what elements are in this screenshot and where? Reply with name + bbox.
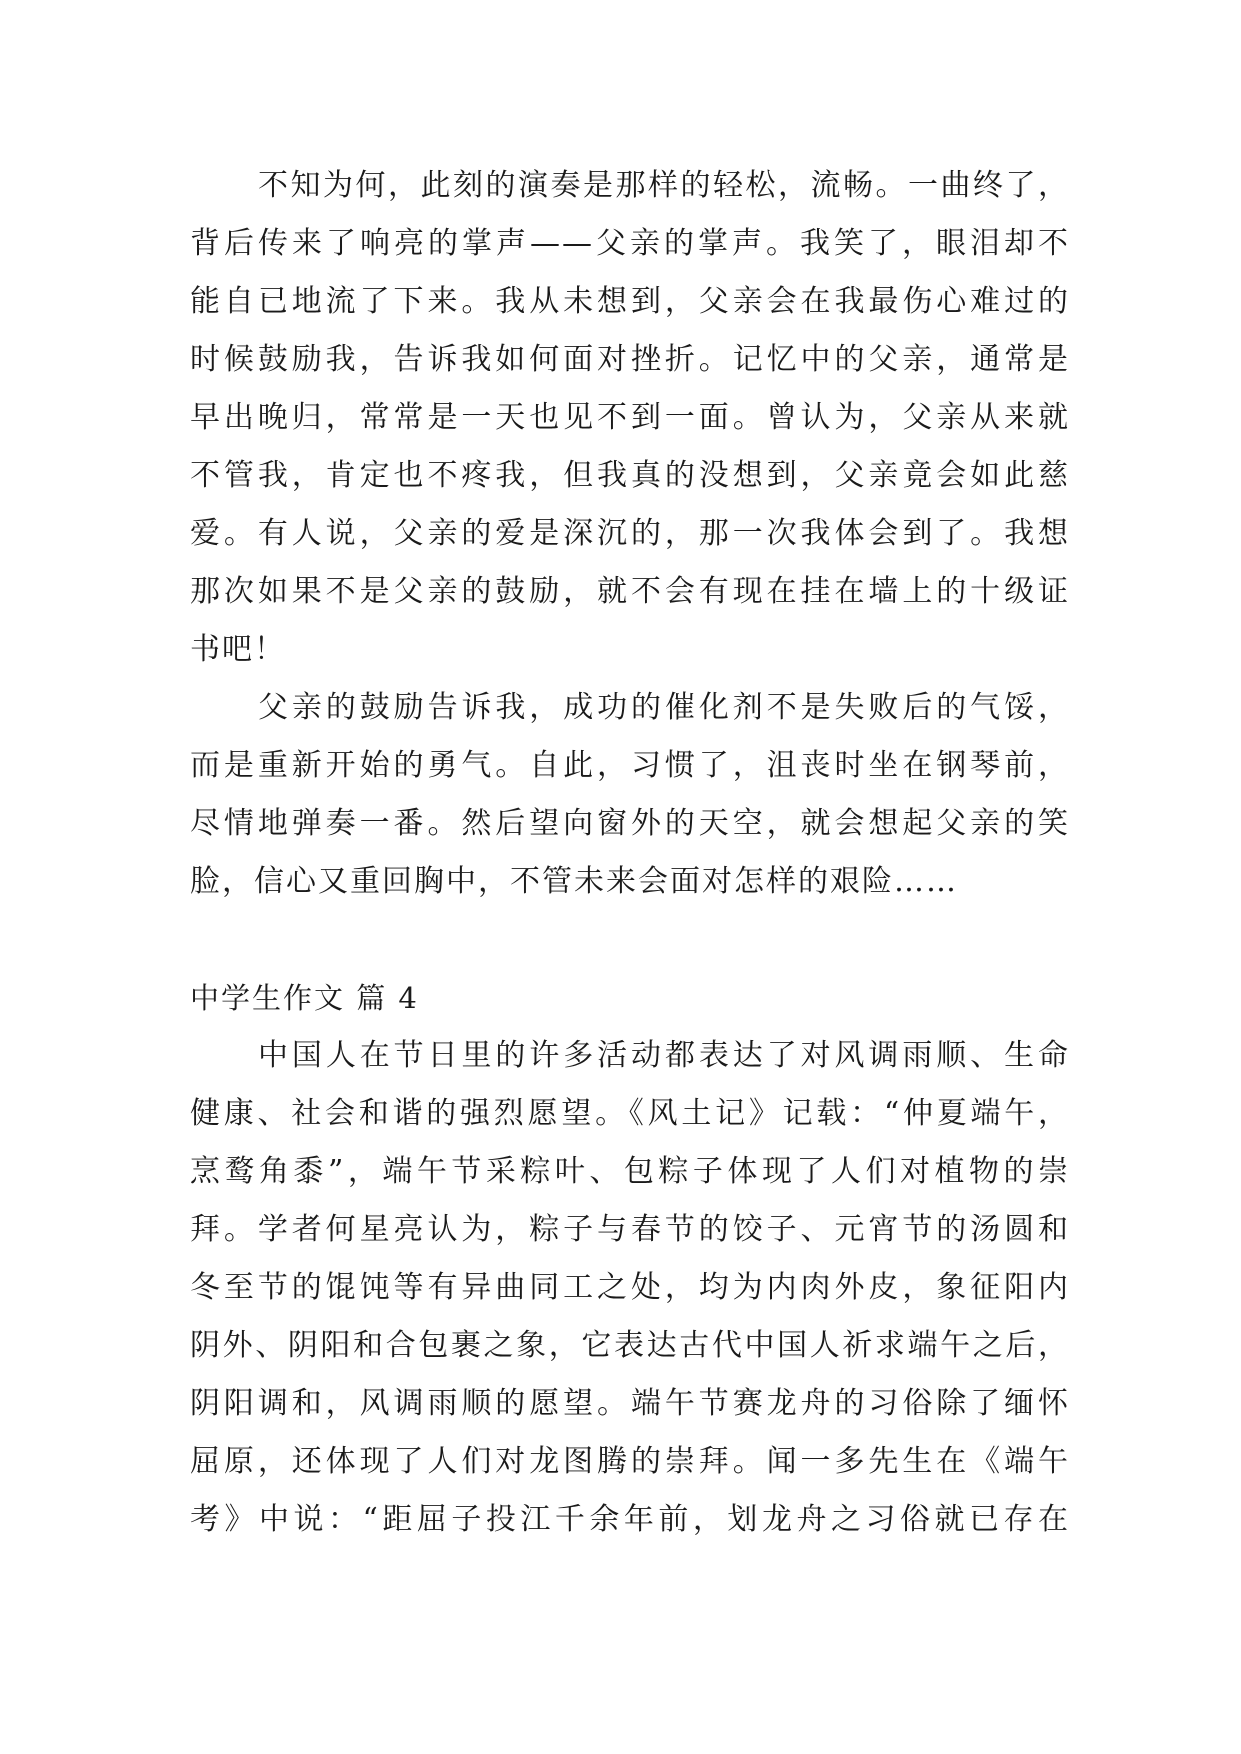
paragraph-line: 而是重新开始的勇气。自此，习惯了，沮丧时坐在钢琴前，	[190, 748, 1070, 783]
paragraph-line: 屈原，还体现了人们对龙图腾的崇拜。闻一多先生在《端午	[190, 1444, 1070, 1479]
paragraph-line: 考》中说：“距屈子投江千余年前，划龙舟之习俗就已存在	[190, 1502, 1070, 1537]
paragraph-line: 健康、社会和谐的强烈愿望。《风土记》记载：“仲夏端午，	[190, 1096, 1070, 1131]
paragraph-line: 烹鹜角黍”，端午节采粽叶、包粽子体现了人们对植物的崇	[190, 1154, 1070, 1189]
paragraph-line: 能自已地流了下来。我从未想到，父亲会在我最伤心难过的	[190, 284, 1070, 319]
paragraph-line: 冬至节的馄饨等有异曲同工之处，均为内肉外皮，象征阳内	[190, 1270, 1070, 1305]
paragraph-line: 书吧！	[190, 632, 286, 667]
paragraph-line: 阴外、阴阳和合包裹之象，它表达古代中国人祈求端午之后，	[190, 1328, 1070, 1363]
paragraph-line: 不知为何，此刻的演奏是那样的轻松，流畅。一曲终了，	[258, 168, 1070, 203]
paragraph-line: 时候鼓励我，告诉我如何面对挫折。记忆中的父亲，通常是	[190, 342, 1070, 377]
paragraph-line: 背后传来了响亮的掌声——父亲的掌声。我笑了，眼泪却不	[190, 226, 1070, 261]
paragraph-line: 中国人在节日里的许多活动都表达了对风调雨顺、生命	[258, 1038, 1070, 1073]
paragraph-line: 拜。学者何星亮认为，粽子与春节的饺子、元宵节的汤圆和	[190, 1212, 1070, 1247]
essay-heading: 中学生作文 篇 4	[190, 981, 419, 1015]
paragraph-line: 脸，信心又重回胸中，不管未来会面对怎样的艰险……	[190, 864, 958, 899]
paragraph-line: 爱。有人说，父亲的爱是深沉的，那一次我体会到了。我想	[190, 516, 1070, 551]
paragraph-line: 尽情地弹奏一番。然后望向窗外的天空，就会想起父亲的笑	[190, 806, 1070, 841]
paragraph-line: 早出晚归，常常是一天也见不到一面。曾认为，父亲从来就	[190, 400, 1070, 435]
paragraph-line: 那次如果不是父亲的鼓励，就不会有现在挂在墙上的十级证	[190, 574, 1070, 609]
paragraph-line: 父亲的鼓励告诉我，成功的催化剂不是失败后的气馁，	[258, 690, 1070, 725]
paragraph-line: 不管我，肯定也不疼我，但我真的没想到，父亲竟会如此慈	[190, 458, 1070, 493]
paragraph-line: 阴阳调和，风调雨顺的愿望。端午节赛龙舟的习俗除了缅怀	[190, 1386, 1070, 1421]
